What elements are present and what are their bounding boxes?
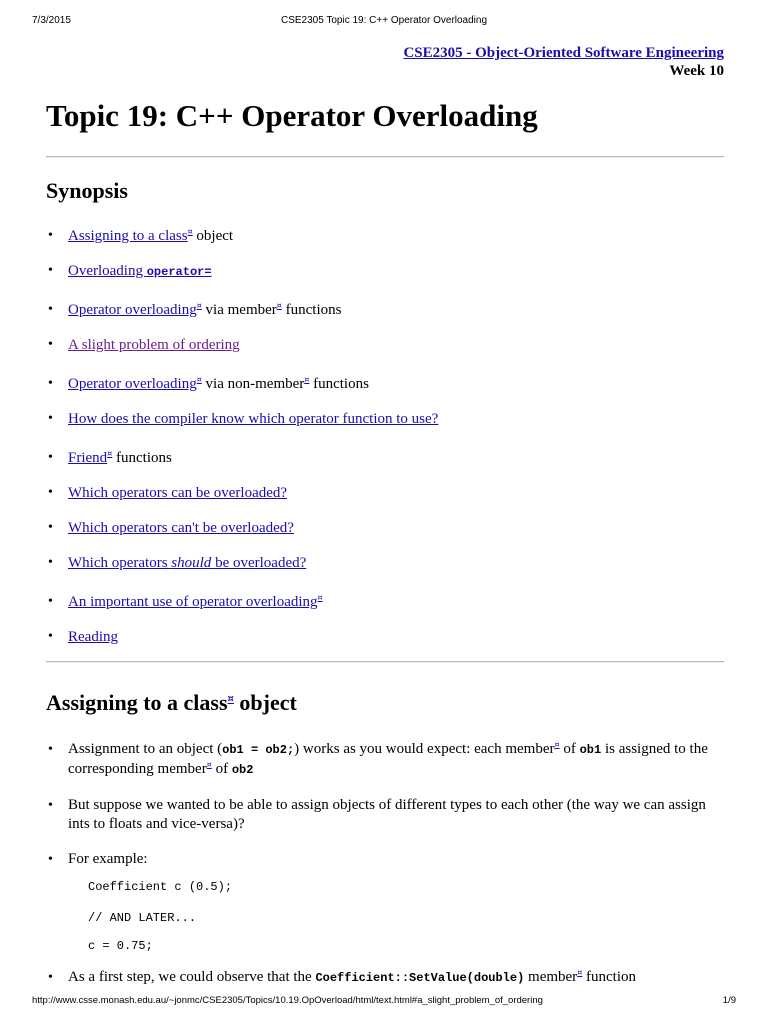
synopsis-link-overloading-operator[interactable]: Overloading operator= xyxy=(68,263,212,279)
code-line: c = 0.75; xyxy=(88,939,153,953)
synopsis-link-ordering[interactable]: A slight problem of ordering xyxy=(68,337,240,353)
glossary-marker-icon[interactable]: ¤ xyxy=(187,227,193,236)
list-item: • As a first step, we could observe that the Coefficient::SetValue(double) member¤ function xyxy=(68,968,724,988)
list-item xyxy=(68,409,438,429)
section-heading-assigning: Assigning to a class¤ object xyxy=(46,690,297,715)
synopsis-link-friend[interactable]: Friend xyxy=(68,450,108,466)
list-item: • Operator overloading¤ via non-member¤ functions xyxy=(68,374,369,394)
synopsis-link-nonmember-functions[interactable]: Operator overloading xyxy=(68,376,197,392)
list-item: • For example: xyxy=(68,850,724,869)
week-label: Week 10 xyxy=(669,63,724,79)
list-item xyxy=(68,335,240,355)
code-line: Coefficient c (0.5); xyxy=(88,880,233,894)
glossary-marker-icon[interactable]: ¤ xyxy=(276,301,282,310)
list-item xyxy=(68,518,294,538)
list-item xyxy=(68,261,212,282)
glossary-marker-icon[interactable]: ¤ xyxy=(304,375,310,384)
list-item: • Friend¤ functions xyxy=(68,448,172,468)
glossary-marker-icon[interactable]: ¤ xyxy=(206,760,212,769)
course-block xyxy=(403,44,724,80)
page-number: 1/9 xyxy=(722,995,736,1006)
divider xyxy=(46,661,724,663)
code-line: // AND LATER... xyxy=(88,911,197,925)
list-item: • Assignment to an object (ob1 = ob2;) works as you would expect: each member¤ of ob1 is assigned to the corresponding member¤ of ob2 xyxy=(68,740,724,780)
divider xyxy=(46,156,724,158)
print-url: http://www.csse.monash.edu.au/~jonmc/CSE2305/Topics/10.19.OpOverload/html/text.html#a_slight_problem_of_ordering xyxy=(32,995,543,1006)
print-date: 7/3/2015 xyxy=(32,15,71,26)
synopsis-link-important-use[interactable]: An important use of operator overloading xyxy=(68,594,318,610)
list-item xyxy=(68,592,323,612)
list-item: • But suppose we wanted to be able to assign objects of different types to each other (the way we can assign ints to floats and vice-versa)? xyxy=(68,796,724,834)
list-item xyxy=(68,627,118,647)
list-item xyxy=(68,483,287,503)
synopsis-link-cant-overload[interactable]: Which operators can't be overloaded? xyxy=(68,520,294,536)
print-title: CSE2305 Topic 19: C++ Operator Overloading xyxy=(280,15,488,26)
glossary-marker-icon[interactable]: ¤ xyxy=(554,740,560,749)
glossary-marker-icon[interactable]: ¤ xyxy=(196,375,202,384)
print-header xyxy=(0,15,768,29)
list-item: • Operator overloading¤ via member¤ functions xyxy=(68,300,341,320)
glossary-marker-icon[interactable]: ¤ xyxy=(107,449,113,458)
glossary-marker-icon[interactable]: ¤ xyxy=(196,301,202,310)
page-title: Topic 19: C++ Operator Overloading xyxy=(46,98,538,133)
synopsis-link-reading[interactable]: Reading xyxy=(68,629,118,645)
list-item xyxy=(68,553,306,573)
glossary-marker-icon[interactable]: ¤ xyxy=(227,693,234,705)
synopsis-link-can-overload[interactable]: Which operators can be overloaded? xyxy=(68,485,288,501)
synopsis-link-assigning[interactable]: Assigning to a class xyxy=(68,228,188,244)
synopsis-link-member-functions[interactable]: Operator overloading xyxy=(68,302,197,318)
course-link[interactable]: CSE2305 - Object-Oriented Software Engineering xyxy=(403,45,724,61)
synopsis-link-compiler[interactable]: How does the compiler know which operator function to use? xyxy=(68,411,439,427)
print-footer xyxy=(0,995,768,1009)
synopsis-heading: Synopsis xyxy=(46,178,128,203)
glossary-marker-icon[interactable]: ¤ xyxy=(317,593,323,602)
list-item: • Assigning to a class¤ object xyxy=(68,226,233,246)
synopsis-link-should-overload[interactable]: Which operators should be overloaded? xyxy=(68,555,307,571)
glossary-marker-icon[interactable]: ¤ xyxy=(577,968,583,977)
